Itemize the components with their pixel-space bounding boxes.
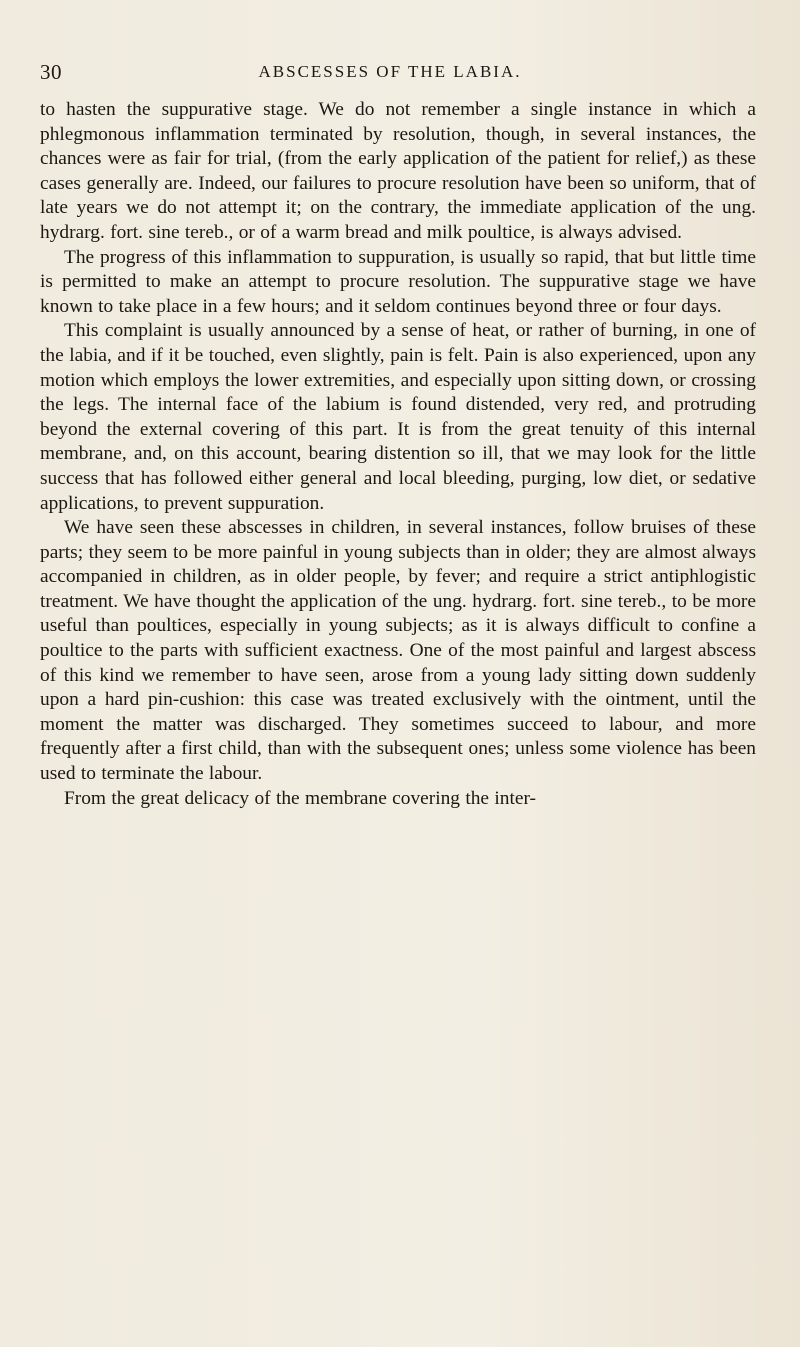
paragraph: The progress of this inflammation to suppuration, is usually so rapid, that but little time is permitted to make an attempt to procure resolution. The suppurative stage we have known to take place in a few hours; and it seldom continues beyond three or four days. — [40, 246, 756, 317]
page-header — [40, 60, 740, 86]
body-text — [40, 98, 756, 811]
page-number: 30 — [40, 60, 62, 84]
paragraph-continued: to hasten the suppurative stage. We do not remember a single instance in which a phlegmonous inflammation terminated by resolution, though, in several instances, the chances were as fair for trial, (from the early application of the patient for relief,) as these cases generally are. Indeed, our failures to procure resolution have been so uniform, that of late years we do not attempt it; on the contrary, the immediate application of the ung. hydrarg. fort. sine tereb., or of a warm bread and milk poultice, is always advised. — [40, 99, 756, 243]
paragraph: This complaint is usually announced by a sense of heat, or rather of burning, in one of the labia, and if it be touched, even slightly, pain is felt. Pain is also experienced, upon any motion which employs the lower extremities, and especially upon sitting down, or crossing the legs. The internal face of the labium is found distended, very red, and protruding beyond the external covering of this part. It is from the great tenuity of this internal membrane, and, on this account, bearing distention so ill, that we may look for the little success that has followed either general and local bleeding, purging, low diet, or sedative applications, to prevent suppuration. — [40, 320, 756, 514]
paragraph: We have seen these abscesses in children, in several instances, follow bruises of these parts; they seem to be more painful in young subjects than in older; they are almost always accompanied in children, as in older people, by fever; and require a strict antiphlogistic treatment. We have thought the application of the ung. hydrarg. fort. sine tereb., to be more useful than poultices, especially in young subjects; as it is always difficult to confine a poultice to the parts with sufficient exactness. One of the most painful and largest abscess of this kind we remember to have seen, arose from a young lady sitting down suddenly upon a hard pin-cushion: this case was treated exclusively with the ointment, until the moment the matter was discharged. They sometimes succeed to labour, and more frequently after a first child, than with the subsequent ones; unless some violence has been used to terminate the labour. — [40, 517, 756, 785]
paragraph: From the great delicacy of the membrane covering the inter- — [64, 787, 536, 809]
running-head: ABSCESSES OF THE LABIA. — [258, 62, 522, 81]
